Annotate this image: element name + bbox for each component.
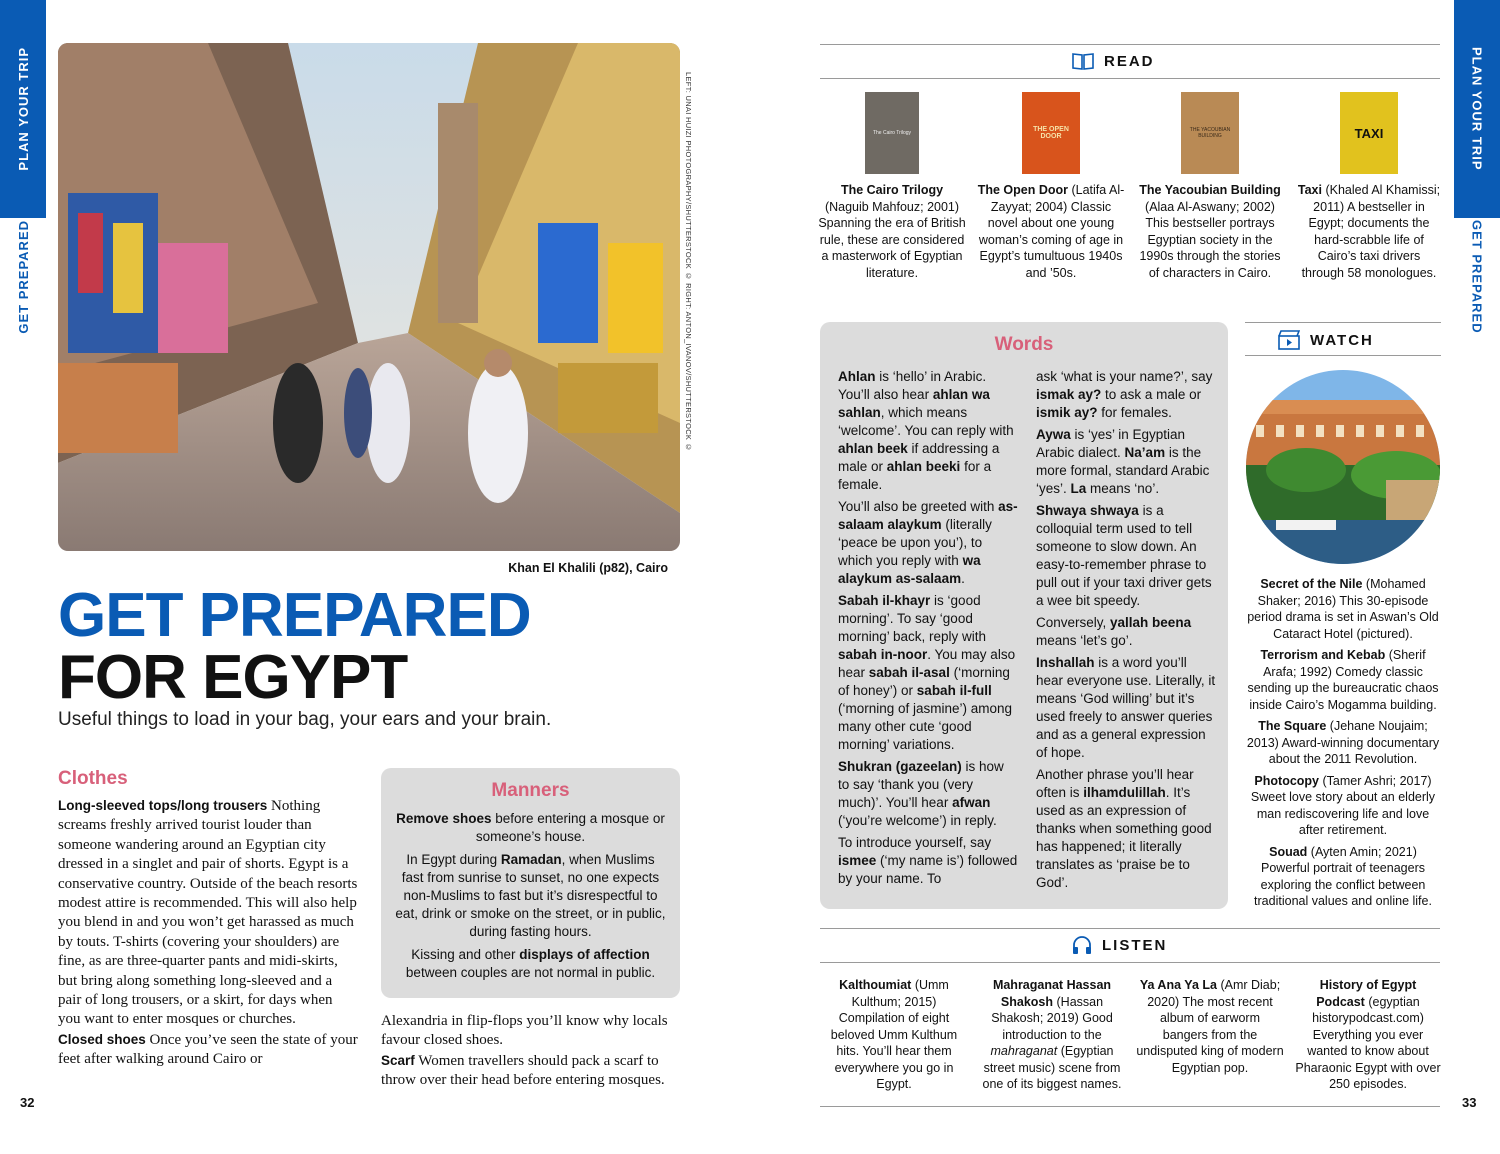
clothes-term-trousers: Long-sleeved tops/long trousers	[58, 798, 268, 813]
left-subsection-tab	[0, 222, 46, 332]
read-header	[1072, 52, 1155, 70]
clothes-text-scarf: Women travellers should pack a scarf to throw over their head before entering mosques.	[381, 1052, 665, 1089]
clothes-heading: Clothes	[58, 768, 128, 789]
watch-item: The Square (Jehane Noujaim; 2013) Award-winning documentary about the 2011 Revolution.	[1246, 719, 1440, 766]
headphones-icon	[1072, 935, 1092, 955]
book-item: THE OPEN DOOR The Open Door (Latifa Al-Zayyat; 2004) Classic novel about one young woman’s coming of age in Egypt’s tumultuous 1940s and ’50s.	[977, 92, 1125, 281]
page-title-line2: FOR EGYPT	[58, 643, 408, 712]
clothes-term-scarf: Scarf	[381, 1052, 415, 1068]
words-shukran: Shukran (gazeelan) is how to say ‘thank you (very much)’. You’ll hear afwan (‘you’re welcome’) in reply.	[838, 759, 1004, 828]
manners-shoes: Remove shoes before entering a mosque or someone’s house.	[396, 811, 665, 844]
words-box	[820, 322, 1228, 909]
words-col-2	[1036, 368, 1216, 892]
listen-item: History of Egypt Podcast (egyptian historypodcast.com) Everything you ever wanted to know about Pharaonic Egypt with over 250 episodes.	[1295, 978, 1441, 1091]
watch-heading: WATCH	[1310, 331, 1374, 349]
right-page-number: 33	[1462, 1095, 1477, 1110]
right-tab-label: PLAN YOUR TRIP	[1469, 47, 1485, 171]
words-yallah: Conversely, yallah beena means ‘let’s go’.	[1036, 615, 1192, 648]
words-shwaya: Shwaya shwaya is a colloquial term used to tell someone to slow down. An easy-to-remember phrase to pull out if your taxi driver gets a wee bit speedy.	[1036, 503, 1212, 608]
book-icon	[1072, 52, 1094, 70]
clothes-continued: Alexandria in flip-flops you’ll know why locals favour closed shoes.	[381, 1013, 668, 1049]
watch-item: Souad (Ayten Amin; 2021) Powerful portrait of teenagers exploring the conflict between traditional values and online life.	[1254, 844, 1432, 908]
watch-item: Photocopy (Tamer Ashri; 2017) Sweet love story about an elderly man rediscovering life and love after retirement.	[1250, 773, 1436, 837]
manners-affection: Kissing and other displays of affection between couples are not normal in public.	[405, 947, 656, 980]
listen-header	[1072, 935, 1167, 955]
book-item: The Cairo Trilogy The Cairo Trilogy (Naguib Mahfouz; 2001) Spanning the era of British rule, these are considered a masterwork of Egyptian literature.	[818, 92, 966, 281]
book-list	[818, 92, 1444, 281]
manners-ramadan: In Egypt during Ramadan, when Muslims fast from sunrise to sunset, no one expects non-Muslims to fast but it’s disrespectful to eat, drink or smoke on the street, or in public, during fasting hours.	[395, 852, 666, 939]
read-top-rule	[820, 44, 1440, 45]
words-ismee: To introduce yourself, say ismee (‘my name is’) followed by your name. To	[838, 835, 1018, 886]
manners-box	[381, 768, 680, 998]
words-ismak: ask ‘what is your name?’, say ismak ay? to ask a male or ismik ay? for females.	[1036, 369, 1213, 420]
page-subtitle: Useful things to load in your bag, your ears and your brain.	[58, 709, 552, 730]
listen-item: Mahraganat Hassan Shakosh (Hassan Shakosh; 2019) Good introduction to the mahraganat (Egyptian street music) scene from one of its biggest names.	[982, 978, 1122, 1091]
watch-top-rule	[1245, 322, 1441, 323]
words-inshallah: Inshallah is a word you’ll hear everyone use. Literally, it means ‘God willing’ but it’s used freely to answer queries and as a general expression of hope.	[1036, 655, 1216, 760]
market-photo-illustration	[58, 43, 680, 551]
market-photo	[58, 43, 680, 551]
watch-header	[1278, 330, 1374, 350]
right-subsection-tab	[1454, 222, 1500, 332]
book-cover-cairo-trilogy: The Cairo Trilogy	[865, 92, 919, 174]
book-cover-taxi: TAXI	[1340, 92, 1398, 174]
words-col-1	[838, 368, 1018, 888]
words-heading: Words	[994, 334, 1054, 355]
hotel-photo	[1246, 370, 1440, 564]
left-section-tab	[0, 0, 46, 218]
watch-item: Secret of the Nile (Mohamed Shaker; 2016) This 30-episode period drama is set in Aswan’s Old Cataract Hotel (pictured).	[1247, 577, 1439, 641]
words-ahlan: Ahlan is ‘hello’ in Arabic. You’ll also hear ahlan wa sahlan, which means ‘welcome’. You can reply with ahlan beek if addressing a male or ahlan beeki for a female.	[838, 369, 1014, 492]
read-bottom-rule	[820, 78, 1440, 79]
words-aywa: Aywa is ‘yes’ in Egyptian Arabic dialect. Na’am is the more formal, standard Arabic ‘yes’. La means ‘no’.	[1036, 427, 1210, 496]
watch-bottom-rule	[1245, 355, 1441, 356]
read-heading: READ	[1104, 52, 1155, 70]
listen-item: Kalthoumiat (Umm Kulthum; 2015) Compilation of eight beloved Umm Kulthum hits. You’ll hear them everywhere you go in Egypt.	[830, 978, 958, 1091]
words-sabah: Sabah il-khayr is ‘good morning’. To say ‘good morning’ back, reply with sabah in-noor. You may also hear sabah il-asal (‘morning of honey’) or sabah il-full (‘morning of jasmine’) among many other cute ‘good morning’ variations.	[838, 593, 1016, 752]
book-cover-open-door: THE OPEN DOOR	[1022, 92, 1080, 174]
right-subtab-label: GET PREPARED	[1469, 220, 1485, 334]
right-section-tab	[1454, 0, 1500, 218]
book-cover-yacoubian: THE YACOUBIAN BUILDING	[1181, 92, 1239, 174]
listen-bottom-rule	[820, 962, 1440, 963]
clapperboard-icon	[1278, 330, 1300, 350]
photo-caption: Khan El Khalili (p82), Cairo	[508, 561, 668, 575]
left-page-number: 32	[20, 1095, 35, 1110]
watch-list	[1244, 576, 1442, 910]
photo-credit: LEFT: UNAI HUIZI PHOTOGRAPHY/SHUTTERSTOCK © RIGHT: ANTON_IVANOV/SHUTTERSTOCK ©	[684, 72, 693, 452]
book-item: THE YACOUBIAN BUILDING The Yacoubian Building (Alaa Al-Aswany; 2002) This bestseller portrays Egyptian society in the 1990s through the stories of characters in Cairo.	[1136, 92, 1284, 281]
watch-item: Terrorism and Kebab (Sherif Arafa; 1992) Comedy classic sending up the bureaucratic chaos inside Cairo’s Mogamma building.	[1247, 648, 1439, 712]
page-title-line1: GET PREPARED	[58, 581, 531, 650]
words-ilhamdulillah: Another phrase you’ll hear often is ilhamdulillah. It’s used as an expression of thanks when something good has happened; it literally translates as ‘praise be to God’.	[1036, 767, 1212, 890]
listen-end-rule	[820, 1106, 1440, 1107]
clothes-term-shoes: Closed shoes	[58, 1031, 146, 1047]
clothes-body-continued	[381, 1012, 681, 1091]
left-tab-label: PLAN YOUR TRIP	[15, 47, 31, 171]
manners-heading: Manners	[491, 780, 570, 801]
listen-top-rule	[820, 928, 1440, 929]
clothes-text-shoes: Once you’ve seen the state of your feet after walking around Cairo or	[58, 1031, 358, 1068]
listen-item: Ya Ana Ya La (Amr Diab; 2020) The most recent album of earworm bangers from the undisputed king of modern Egyptian pop.	[1136, 978, 1284, 1075]
listen-heading: LISTEN	[1102, 936, 1168, 954]
words-salaam: You’ll also be greeted with as-salaam alaykum (literally ‘peace be upon you’), to which you reply with wa alaykum as-salaam.	[838, 499, 1018, 586]
clothes-text-trousers: Nothing screams freshly arrived tourist louder than someone wandering around an Egyptian city dressed in a singlet and pair of shorts. Egypt is a conservative country. Outside of the beach resorts modest attire is recommended. This will also help you blend in and you won’t get harassed as much by touts. T-shirts (covering your shoulders) are fine, as are three-quarter pants and midi-skirts, but bring along something long-sleeved and a pair of long trousers, or a skirt, for days when you want to enter mosques or churches.	[58, 798, 358, 1028]
book-item: TAXI Taxi (Khaled Al Khamissi; 2011) A bestseller in Egypt; documents the hard-scrabble life of Cairo’s taxi drivers through 58 monologues.	[1295, 92, 1443, 281]
left-subtab-label: GET PREPARED	[15, 220, 31, 334]
clothes-body	[58, 796, 358, 1070]
listen-list	[820, 977, 1442, 1093]
hotel-photo-illustration	[1246, 370, 1440, 564]
